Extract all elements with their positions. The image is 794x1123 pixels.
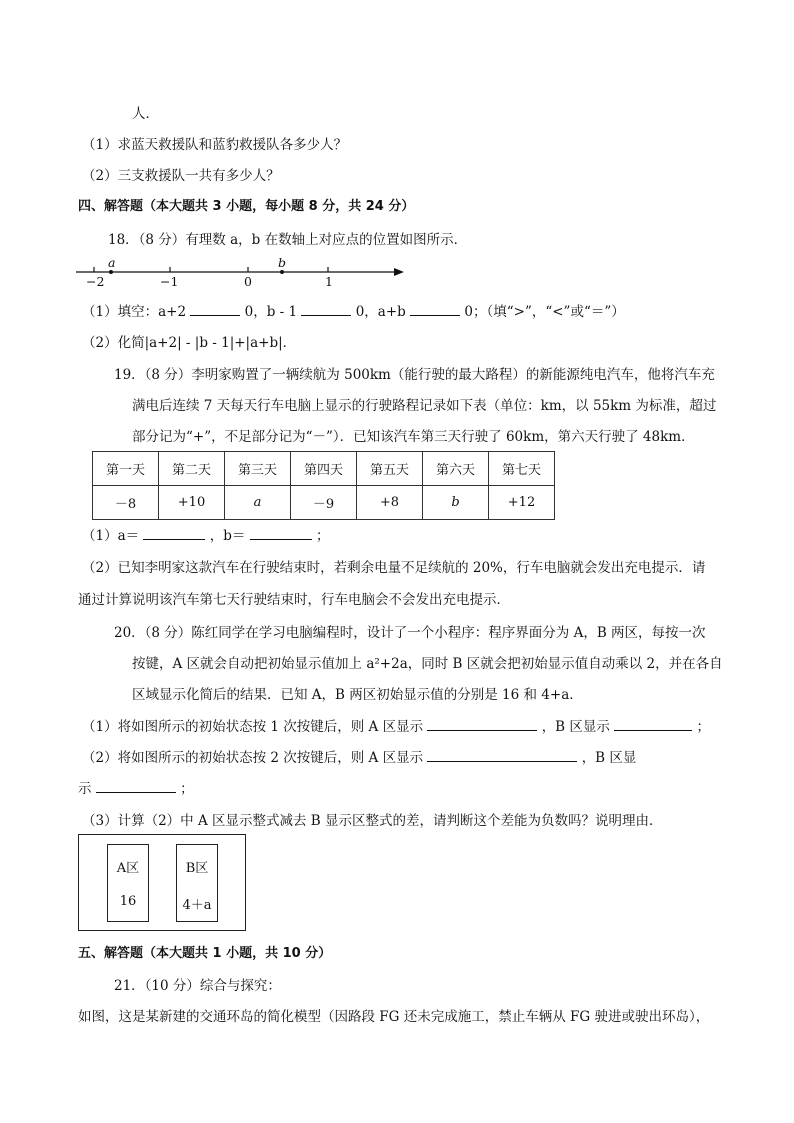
point-a	[109, 270, 113, 274]
q19-part1: （1）a＝ ，b＝ ；	[82, 524, 329, 544]
q17-part2: （2）三支救援队一共有多少人？	[82, 168, 280, 184]
region-b-value: 4＋a	[182, 898, 212, 913]
table-header: 第四天	[291, 452, 357, 486]
table-header: 第二天	[159, 452, 225, 486]
table-header: 第六天	[423, 452, 489, 486]
q19-line2: 满电后连续 7 天每天行车电脑上显示的行驶路程记录如下表（单位：km，以 55km 为标准，超过	[132, 398, 717, 414]
q21-line1: 如图，这是某新建的交通环岛的简化模型（因路段 FG 还未完成施工，禁止车辆从 FG 驶进或驶出环岛），	[78, 1009, 710, 1025]
table-cell: +10	[159, 486, 225, 520]
arrow-right-icon	[394, 268, 404, 276]
table-cell: －9	[291, 486, 357, 520]
table-header: 第三天	[225, 452, 291, 486]
point-b	[280, 270, 284, 274]
number-line-label-a: a	[108, 255, 116, 270]
tick-label-1: 1	[325, 274, 333, 289]
section-4-heading: 四、解答题（本大题共 3 小题，每小题 8 分，共 24 分）	[78, 199, 415, 214]
q20-part3: （3）计算（2）中 A 区显示整式减去 B 显示区整式的差，请判断这个差能为负数吗？说明理由．	[82, 813, 663, 829]
answer-blank-a[interactable]	[143, 525, 205, 540]
q19-line1: 19．（8 分）李明家购置了一辆续航为 500km（能行驶的最大路程）的新能源纯电汽车，他将汽车充	[114, 367, 715, 383]
table-cell: b	[423, 486, 489, 520]
table-cell: +8	[357, 486, 423, 520]
q20-line3: 区域显示化简后的结果．已知 A，B 两区初始显示值的分别是 16 和 4+a．	[132, 687, 583, 703]
continuation-text: 人．	[132, 106, 159, 122]
table-header-row	[93, 452, 555, 486]
answer-blank-2[interactable]	[301, 301, 351, 316]
mileage-table	[92, 451, 555, 520]
tick-label-neg2: −2	[86, 274, 105, 289]
answer-blank-3[interactable]	[410, 301, 460, 316]
tick-label-neg1: −1	[160, 274, 179, 289]
q20-line2: 按键，A 区就会自动把初始显示值加上 a²+2a，同时 B 区就会把初始显示值自动乘以 2，并在各自	[132, 656, 723, 672]
table-header: 第七天	[489, 452, 555, 486]
q17-part1: （1）求蓝天救援队和蓝豹救援队各多少人？	[82, 137, 348, 153]
q20-line1: 20．（8 分）陈红同学在学习电脑编程时，设计了一个小程序：程序界面分为 A，B 两区，每按一次	[114, 625, 706, 641]
answer-blank-a-region-1[interactable]	[427, 716, 537, 731]
program-interface-figure	[78, 834, 246, 931]
table-header: 第五天	[357, 452, 423, 486]
answer-blank-a-region-2[interactable]	[427, 747, 577, 762]
q18-stem: 18．（8 分）有理数 a，b 在数轴上对应点的位置如图所示．	[108, 232, 468, 248]
number-line-label-b: b	[278, 255, 287, 270]
q21-stem: 21．（10 分）综合与探究：	[114, 978, 281, 994]
region-b-title: B区	[185, 861, 209, 876]
q19-line3: 部分记为“+”，不足部分记为“－”）．已知该汽车第三天行驶了 60km，第六天行驶了 48km．	[132, 429, 695, 445]
answer-blank-b[interactable]	[250, 525, 312, 540]
q19-part2-line1: （2）已知李明家这款汽车在行驶结束时，若剩余电量不足续航的 20%，行车电脑就会发出充电提示．请	[82, 560, 706, 576]
table-row	[93, 486, 555, 520]
q19-part2-line2: 通过计算说明该汽车第七天行驶结束时，行车电脑会不会发出充电提示．	[78, 592, 510, 608]
answer-blank-b-region-2[interactable]	[96, 778, 176, 793]
table-cell: －8	[93, 486, 159, 520]
section-5-heading: 五、解答题（本大题共 1 小题，共 10 分）	[78, 946, 332, 961]
q20-part2: （2）将如图所示的初始状态按 2 次按键后，则 A 区显示 ，B 区显	[82, 746, 636, 766]
region-a-value: 16	[119, 894, 137, 909]
region-a-box	[107, 844, 149, 922]
q20-part1: （1）将如图所示的初始状态按 1 次按键后，则 A 区显示 ，B 区显示 ；	[82, 715, 710, 735]
q20-part2-cont: 示 ；	[78, 777, 194, 797]
region-a-title: A区	[116, 861, 140, 876]
answer-blank-b-region-1[interactable]	[614, 716, 692, 731]
table-header: 第一天	[93, 452, 159, 486]
table-cell: +12	[489, 486, 555, 520]
answer-blank-1[interactable]	[190, 301, 240, 316]
table-cell: a	[225, 486, 291, 520]
region-b-box	[176, 844, 218, 922]
q18-part2: （2）化简|a+2| - |b - 1|+|a+b|．	[82, 335, 297, 351]
q18-part1: （1）填空：a+2 0，b - 1 0，a+b 0；（填“>”，“<”或“＝”）	[82, 300, 625, 320]
tick-label-0: 0	[244, 274, 252, 289]
